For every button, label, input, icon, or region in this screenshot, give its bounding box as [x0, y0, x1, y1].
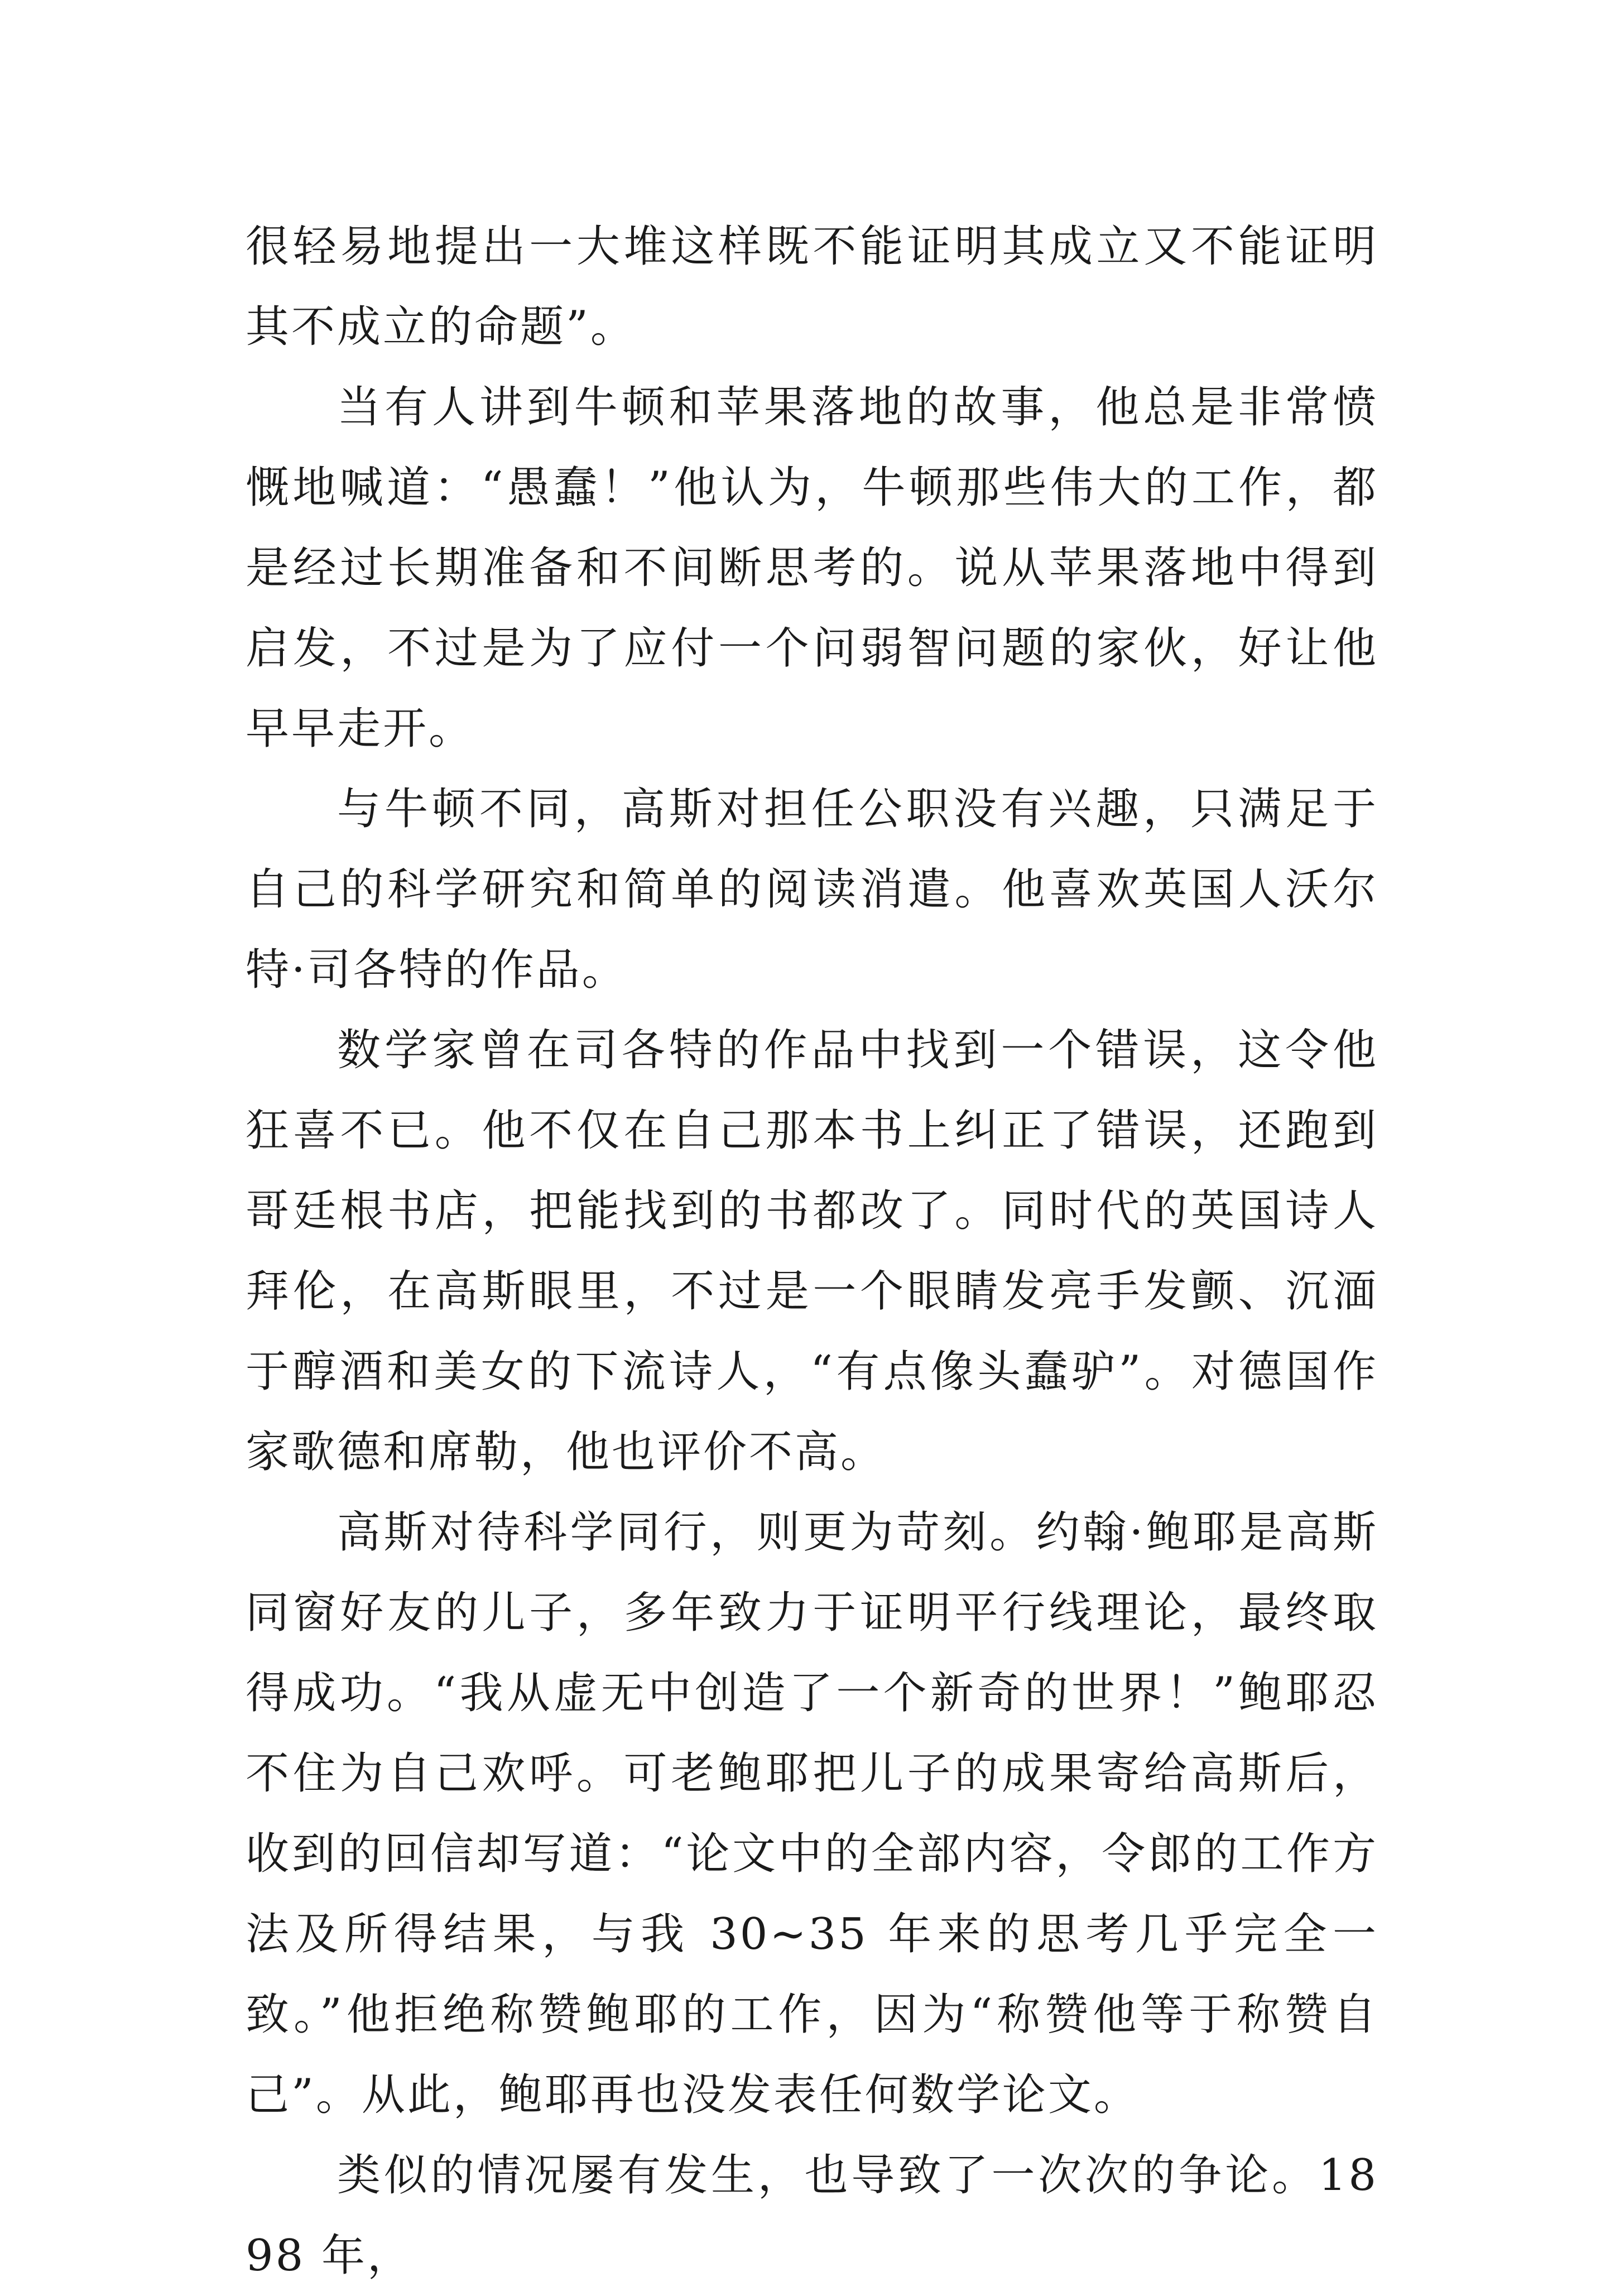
paragraph-disputes: 类似的情况屡有发生，也导致了一次次的争论。1898 年，: [246, 2150, 1378, 2281]
body-text: [246, 206, 1378, 2296]
paragraph-continuation: 很轻易地提出一大堆这样既不能证明其成立又不能证明其不成立的命题”。: [246, 222, 1378, 352]
paragraph-scott-error: 数学家曾在司各特的作品中找到一个错误，这令他狂喜不已。他不仅在自己那本书上纠正了错误，还跑到哥廷根书店，把能找到的书都改了。同时代的英国诗人拜伦，在高斯眼里，不过是一个眼睛发亮手发颤、沉湎于醇酒和美女的下流诗人，“有点像头蠢驴”。对德国作家歌德和席勒，他也评价不高。: [246, 1025, 1378, 1477]
paragraph-newton-apple: 当有人讲到牛顿和苹果落地的故事，他总是非常愤慨地喊道：“愚蠢！”他认为，牛顿那些伟大的工作，都是经过长期准备和不间断思考的。说从苹果落地中得到启发，不过是为了应付一个问弱智问题的家伙，好让他早早走开。: [246, 382, 1378, 754]
paragraph-bolyai: 高斯对待科学同行，则更为苛刻。约翰·鲍耶是高斯同窗好友的儿子，多年致力于证明平行线理论，最终取得成功。“我从虚无中创造了一个新奇的世界！”鲍耶忍不住为自己欢呼。可老鲍耶把儿子的成果寄给高斯后，收到的回信却写道：“论文中的全部内容，令郎的工作方法及所得结果，与我 30~35 年来的思考几乎完全一致。”他拒绝称赞鲍耶的工作，因为“称赞他等于称赞自己”。从此，鲍耶再也没发表任何数学论文。: [246, 1507, 1378, 2120]
paragraph-gauss-interests: 与牛顿不同，高斯对担任公职没有兴趣，只满足于自己的科学研究和简单的阅读消遣。他喜欢英国人沃尔特·司各特的作品。: [246, 784, 1378, 995]
